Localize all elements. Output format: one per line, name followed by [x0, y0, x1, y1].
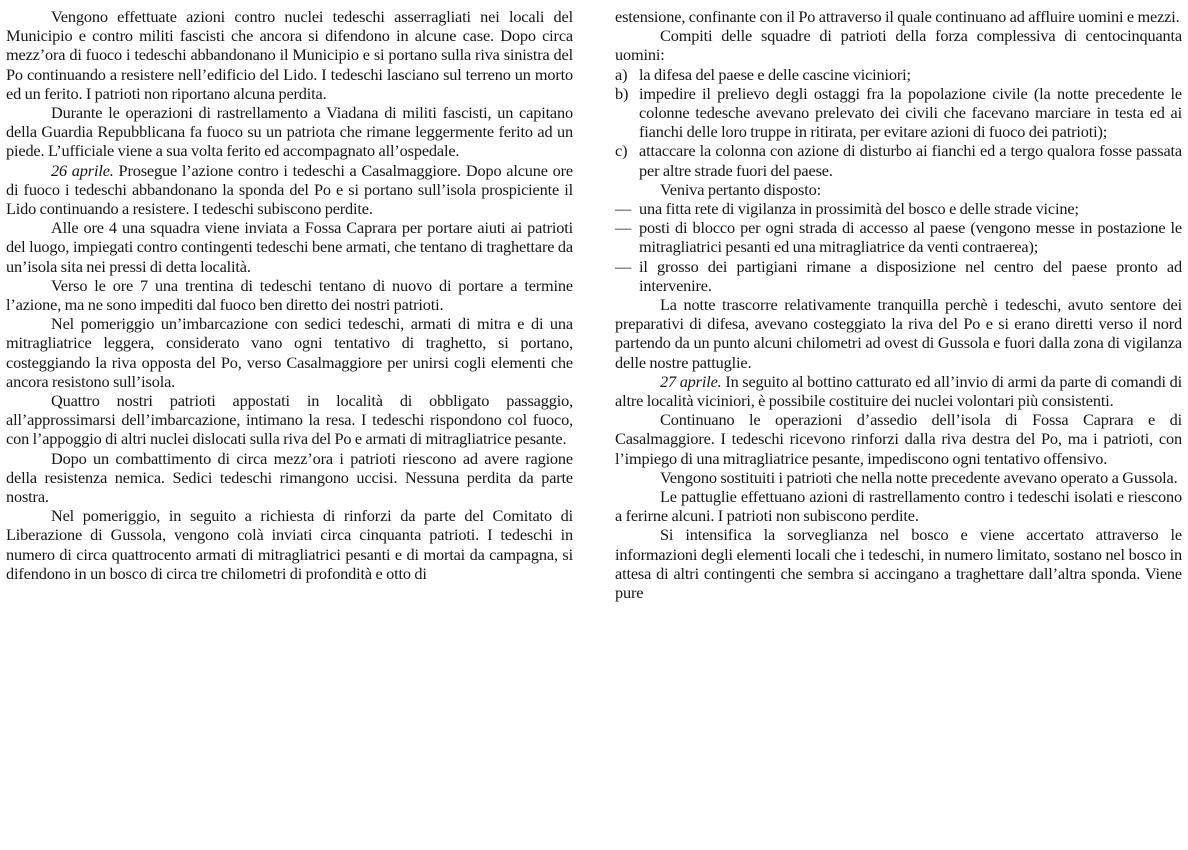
dash-marker: —: [615, 218, 632, 238]
paragraph: Verso le ore 7 una trentina di tedeschi tentano di nuovo di portare a termine l’azione, ma ne sono impediti dal fuoco ben diretto dei nostri patrioti.: [6, 275, 573, 315]
paragraph: Le pattuglie effettuano azioni di rastrellamento contro i tedeschi isolati e riescono a ferirne alcuni. I patrioti non subiscono perdite.: [615, 487, 1182, 526]
paragraph-dated: [615, 372, 1182, 410]
left-column: [6, 7, 573, 850]
dash-list-item: [615, 199, 1182, 218]
paragraph: estensione, confinante con il Po attraverso il quale continuano ad affluire uomini e mezzi.: [615, 7, 1180, 26]
paragraph: Si intensifica la sorveglianza nel bosco e viene accertato attraverso le informazioni degli elementi locali che i tedeschi, in numero limitato, sostano nel bosco in attesa di altri contingenti che sembra si accingano a traghettare dall’altra sponda. Viene pure: [615, 525, 1182, 603]
paragraph: Quattro nostri patrioti appostati in località di obbligato passaggio, all’approssimarsi dell’imbarcazione, intimano la resa. I tedeschi rispondono col fuoco, con l’appoggio di altri nuclei dislocati sulla riva del Po e armati di mitragliatrice pesante.: [6, 391, 573, 449]
list-item-text: una fitta rete di vigilanza in prossimità del bosco e delle strade vicine;: [639, 199, 1079, 219]
dash-list-item: [615, 218, 1182, 256]
paragraph-text: In seguito al bottino catturato ed all’invio di armi da parte di comandi di altre località viciniori, è possibile costituire dei nuclei volontari più consistenti.: [615, 371, 1182, 411]
list-item-text: impedire il prelievo degli ostaggi fra la popolazione civile (la notte precedente le colonne tedesche avevano prelevato dei civili che facevano marciare in testa ed ai fianchi delle loro truppe in ritirata, per evitare azioni di fuoco dei patrioti);: [639, 83, 1182, 142]
list-item-text: il grosso dei partigiani rimane a disposizione nel centro del paese pronto ad intervenire.: [639, 256, 1182, 295]
paragraph: Durante le operazioni di rastrellamento a Viadana di militi fascisti, un capitano della Guardia Repubblicana fa fuoco su un patriota che rimane leggermente ferito ad un piede. L’ufficiale viene a sua volta ferito ed accompagnato all’ospedale.: [6, 103, 573, 161]
list-item-text: la difesa del paese e delle cascine viciniori;: [639, 64, 911, 84]
list-item-text: posti di blocco per ogni strada di accesso al paese (vengono messe in postazione le mitragliatrici pesanti ed una mitragliatrice da venti contraerea);: [639, 218, 1182, 257]
list-item: [615, 84, 1182, 142]
paragraph: Continuano le operazioni d’assedio dell’isola di Fossa Caprara e di Casalmaggiore. I tedeschi ricevono rinforzi dalla riva destra del Po, ma i patrioti, con l’impiego di una mitragliatrice pesante, impediscono ogni tentativo offensivo.: [615, 410, 1182, 468]
paragraph: Alle ore 4 una squadra viene inviata a Fossa Caprara per portare aiuti ai patrioti del luogo, impiegati contro contingenti tedeschi bene armati, che tentano di traghettare da un’isola sita nei pressi di detta località.: [6, 218, 573, 276]
paragraph: Nel pomeriggio, in seguito a richiesta di rinforzi da parte del Comitato di Liberazione di Gussola, vengono colà inviati circa cinquanta patrioti. I tedeschi in numero di circa quattrocento armati di mitragliatrici pesanti e di mortai da campagna, si difendono in un bosco di circa tre chilometri di profondità e otto di: [6, 506, 573, 583]
dash-list-item: [615, 257, 1182, 295]
paragraph-text: Prosegue l’azione contro i tedeschi a Casalmaggiore. Dopo alcune ore di fuoco i tedeschi abbandonano la sponda del Po e si portano sull’isola prospiciente il Lido continuando a resistere. I tedeschi subiscono perdite.: [6, 160, 573, 219]
list-item: [615, 65, 1182, 84]
paragraph-dated: [6, 161, 573, 219]
paragraph: Veniva pertanto disposto:: [660, 179, 821, 199]
dash-marker: —: [615, 199, 632, 219]
list-marker: a): [615, 64, 628, 84]
paragraph: Vengono effettuate azioni contro nuclei tedeschi asserragliati nei locali del Municipio e contro militi fascisti che ancora si difendono in alcune case. Dopo circa mezz’ora di fuoco i tedeschi abbandonano il Municipio e si portano sulla riva sinistra del Po continuando a resistere nell’edificio del Lido. I tedeschi lasciano sul terreno un morto ed un ferito. I patrioti non riportano alcuna perdita.: [6, 7, 573, 103]
list-marker: b): [615, 83, 629, 103]
dash-marker: —: [615, 256, 632, 276]
right-column: [615, 7, 1182, 850]
list-item: [615, 141, 1182, 179]
paragraph: La notte trascorre relativamente tranquilla perchè i tedeschi, avuto sentore dei preparativi di difesa, avevano costeggiato la riva del Po e si erano diretti verso il nord partendo da un punto alcuni chilometri ad ovest di Gussola e fuori dalla zona di vigilanza delle nostre pattuglie.: [615, 295, 1182, 372]
list-marker: c): [615, 141, 628, 161]
paragraph: Dopo un combattimento di circa mezz’ora i patrioti riescono ad avere ragione della resistenza nemica. Sedici tedeschi rimangono uccisi. Nessuna perdita da parte nostra.: [6, 448, 573, 507]
date-heading: 27 aprile.: [660, 371, 722, 391]
paragraph: Compiti delle squadre di patrioti della forza complessiva di centocinquanta uomini:: [615, 26, 1182, 65]
list-item-text: attaccare la colonna con azione di disturbo ai fianchi ed a tergo qualora fosse passata per altre strade fuori del paese.: [639, 141, 1182, 180]
paragraph: Nel pomeriggio un’imbarcazione con sedici tedeschi, armati di mitra e di una mitragliatrice leggera, considerato vano ogni tentativo di traghetto, si portano, costeggiando la riva opposta del Po, verso Casalmaggiore per unirsi cogli elementi che ancora resistono sull’isola.: [6, 314, 573, 391]
paragraph: Vengono sostituiti i patrioti che nella notte precedente avevano operato a Gussola.: [660, 467, 1178, 487]
date-heading: 26 aprile.: [51, 160, 114, 180]
